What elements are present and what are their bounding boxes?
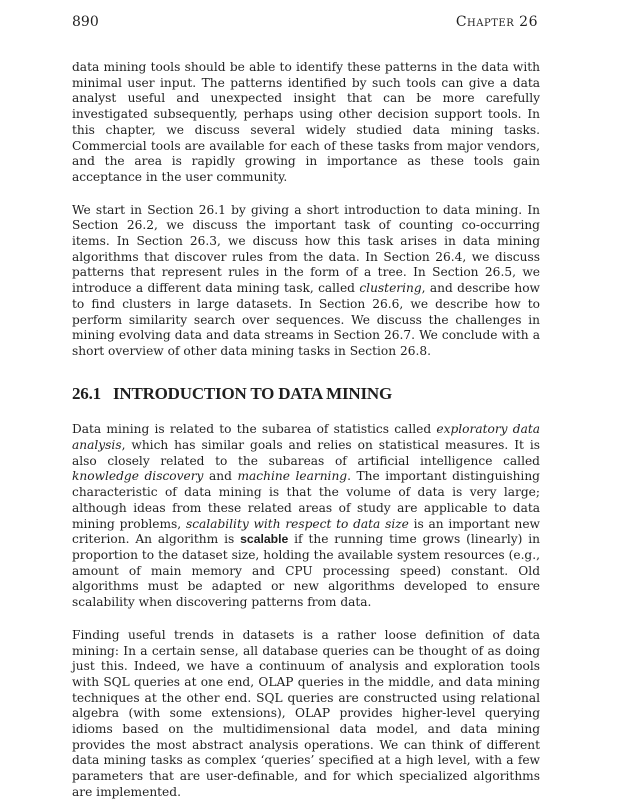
section-number: 26.1	[72, 383, 101, 403]
page-body	[72, 60, 540, 801]
term-exploratory-data-analysis: exploratory data analysis	[72, 422, 540, 453]
intro-paragraph-1: data mining tools should be able to identify these patterns in the data with minimal user input. The patterns identified by such tools can give a data analyst useful and unexpected insight that can be more carefully investigated subsequently, perhaps using other decision support tools. In this chapter, we discuss several widely studied data mining tasks. Commercial tools are available for each of these tasks from major vendors, and the area is rapidly growing in importance as these tools gain acceptance in the user community.	[72, 60, 540, 184]
page-number: 890	[72, 14, 99, 30]
sec-p1-text-d: . The important distinguishing characteristic of data mining is that the volume of data is very large; although ideas from these related areas of study are applicable to data mining problems,	[72, 469, 540, 531]
sec-p1-text-c: and	[203, 469, 238, 484]
section-paragraph-1	[72, 422, 540, 610]
sec-p1-text-a: Data mining is related to the subarea of statistics called	[72, 422, 437, 437]
sec-p1-text-e: is an important new criterion. An algorithm is	[72, 516, 540, 547]
term-scalable: scalable	[240, 532, 289, 547]
section-paragraph-2: Finding useful trends in datasets is a rather loose definition of data mining: In a certain sense, all database queries can be thought of as doing just this. Indeed, we have a continuum of analysis and exploration tools with SQL queries at one end, OLAP queries in the middle, and data mining techniques at the other end. SQL queries are constructed using relational algebra (with some extensions), OLAP provides higher-level querying idioms based on the multidimensional data model, and data mining provides the most abstract analysis operations. We can think of different data mining tasks as complex ‘queries’ specified at a high level, with a few parameters that are user-definable, and for which specialized algorithms are implemented.	[72, 627, 540, 799]
section-title: INTRODUCTION TO DATA MINING	[112, 383, 393, 403]
section-heading	[72, 383, 540, 403]
sec-p1-text-b: , which has similar goals and relies on statistical measures. It is also closely related to the subareas of artificial intelligence called	[72, 438, 540, 468]
term-clustering: clustering	[359, 281, 422, 296]
sec-p1-text-f: if the running time grows (linearly) in proportion to the dataset size, holding the available system resources (e.g., amount of main memory and CPU processing speed) constant. Old algorithms must be adapted or new algorithms developed to ensure scalability when discovering patterns from data.	[72, 532, 540, 610]
term-scalability: scalability with respect to data size	[185, 516, 409, 531]
intro-p2-text-a: We start in Section 26.1 by giving a short introduction to data mining. In Section 26.2, we discuss the important task of counting co-occurring items. In Section 26.3, we discuss how this task arises in data mining algorithms that discover rules from the data. In Section 26.4, we discuss patterns that represent rules in the form of a tree. In Section 26.5, we introduce a different data mining task, called	[72, 202, 540, 296]
chapter-label: Chapter 26	[455, 14, 538, 30]
term-machine-learning: machine learning	[237, 469, 348, 484]
intro-paragraph-2	[72, 203, 540, 360]
running-header	[72, 14, 538, 30]
intro-p2-text-b: , and describe how to find clusters in large datasets. In Section 26.6, we describe how to perform similarity search over sequences. We discuss the challenges in mining evolving data and data streams in Section 26.7. We conclude with a short overview of other data mining tasks in Section 26.8.	[72, 281, 540, 358]
term-knowledge-discovery: knowledge discovery	[72, 469, 204, 484]
